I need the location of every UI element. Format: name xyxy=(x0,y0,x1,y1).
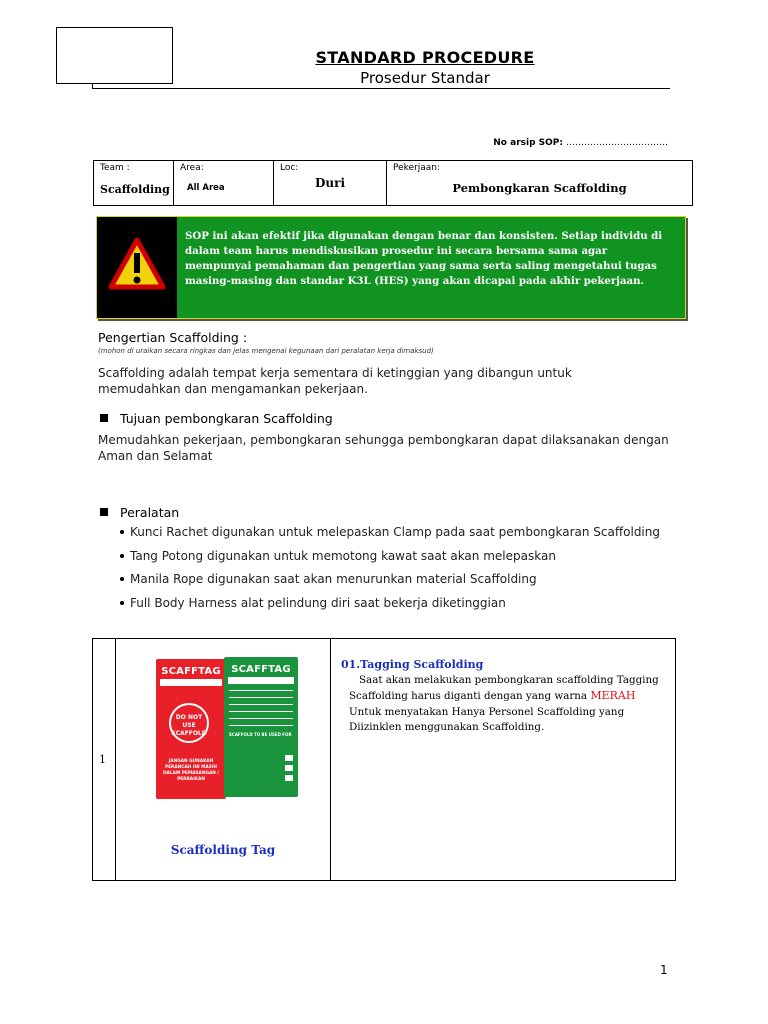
green-scafftag xyxy=(224,657,298,797)
peralatan-list xyxy=(120,525,660,619)
job-cell xyxy=(387,161,693,206)
page-number: 1 xyxy=(660,963,668,977)
list-item-text: Tang Potong digunakan untuk memotong kawat saat akan melepaskan xyxy=(130,548,556,563)
pengertian-text: Scaffolding adalah tempat kerja sementara di ketinggian yang dibangun untuk memudahkan dan mengamankan pekerjaan. xyxy=(98,366,572,396)
warning-text: SOP ini akan efektif jika digunakan dengan benar dan konsisten. Setiap individu di dalam team harus mendiskusikan prosedur ini secara bersama sama agar mempunyai pemahaman dan pengertian yang sama serta saling mengetahui tugas masing-masing dan standar K3L (HES) yang akan dicapai pada akhir pekerjaan. xyxy=(185,230,663,287)
area-label: Area: xyxy=(180,163,204,173)
red-scafftag xyxy=(156,659,226,799)
step-image-cell xyxy=(116,639,331,881)
tujuan-heading-row xyxy=(100,411,333,426)
bullet-dot-icon xyxy=(120,601,124,605)
peralatan-heading: Peralatan xyxy=(120,505,180,520)
loc-label: Loc: xyxy=(280,163,299,173)
square-bullet-icon xyxy=(100,508,108,516)
bullet-dot-icon xyxy=(120,554,124,558)
tujuan-text: Memudahkan pekerjaan, pembongkaran sehungga pembongkaran dapat dilaksanakan dengan Aman dan Selamat xyxy=(98,433,669,463)
area-cell xyxy=(174,161,274,206)
list-item xyxy=(120,572,660,596)
tag-form-line xyxy=(229,694,293,698)
list-item xyxy=(120,596,660,620)
pengertian-heading: Pengertian Scaffolding : xyxy=(98,330,248,345)
area-value: All Area xyxy=(187,183,225,193)
red-tag-title: SCAFFTAG xyxy=(161,666,221,677)
archive-label: No arsip SOP: xyxy=(493,138,563,148)
header-divider xyxy=(92,88,670,89)
checkbox-icon xyxy=(285,755,293,761)
list-item-text: Full Body Harness alat pelindung diri saat bekerja diketinggian xyxy=(130,595,506,610)
checkbox-icon xyxy=(285,765,293,771)
loc-value: Duri xyxy=(314,176,345,190)
pengertian-note: (mohon di uraikan secara ringkas dan jelas mengenai kegunaan dari peralatan kerja dimaksud) xyxy=(98,347,434,355)
step-title: 01.Tagging Scaffolding xyxy=(341,658,484,671)
page-subtitle: Prosedur Standar xyxy=(360,69,490,87)
tag-form-line xyxy=(229,687,293,691)
info-table xyxy=(93,160,693,206)
peralatan-heading-row xyxy=(100,505,179,520)
square-bullet-icon xyxy=(100,414,108,422)
warning-box xyxy=(96,216,686,319)
step-text-1: Saat akan melakukan pembongkaran scaffolding Tagging Scaffolding harus diganti dengan yang warna xyxy=(349,673,659,702)
tujuan-heading: Tujuan pembongkaran Scaffolding xyxy=(120,411,333,426)
checkbox-icon xyxy=(285,775,293,781)
step-red-word: MERAH xyxy=(590,689,636,702)
step-text-2: Untuk menyatakan Hanya Personel Scaffolding yang Diizinklen menggunakan Scaffolding. xyxy=(349,705,625,733)
green-tag-strip xyxy=(228,677,294,684)
step-description xyxy=(331,639,676,881)
team-label: Team : xyxy=(100,163,130,173)
loc-cell xyxy=(274,161,387,206)
list-item xyxy=(120,525,660,549)
red-tag-footer: JANGAN GUNAKAN PERANCAH INI MASIH DALAM PEMASANGAN / PERBAIKAN xyxy=(163,759,219,782)
tag-form-line xyxy=(229,701,293,705)
list-item-text: Kunci Rachet digunakan untuk melepaskan Clamp pada saat pembongkaran Scaffolding xyxy=(130,525,660,539)
logo-box xyxy=(56,27,173,84)
job-value: Pembongkaran Scaffolding xyxy=(452,181,627,195)
page-title: STANDARD PROCEDURE xyxy=(315,48,535,67)
job-label: Pekerjaan: xyxy=(393,163,441,173)
tag-form-line xyxy=(229,715,293,719)
green-tag-use-label: SCAFFOLD TO BE USED FOR xyxy=(229,732,292,737)
team-cell xyxy=(94,161,174,206)
tag-form-line xyxy=(229,722,293,726)
archive-number xyxy=(493,138,668,148)
list-item xyxy=(120,549,660,573)
scaffolding-tag-caption: Scaffolding Tag xyxy=(170,843,276,857)
team-value: Scaffolding xyxy=(100,183,170,196)
tag-form-line xyxy=(229,708,293,712)
bullet-dot-icon xyxy=(120,577,124,581)
archive-value: ……………………………. xyxy=(566,138,668,148)
bullet-dot-icon xyxy=(120,530,124,534)
step-number: 1 xyxy=(93,639,116,881)
step-paragraph xyxy=(341,673,665,736)
list-item-text: Manila Rope digunakan saat akan menurunkan material Scaffolding xyxy=(130,572,537,586)
step-table xyxy=(92,638,676,881)
warning-icon-panel xyxy=(97,217,177,318)
green-tag-title: SCAFFTAG xyxy=(231,664,291,675)
scafftag-photo xyxy=(135,655,313,835)
no-entry-circle-icon: DO NOT USE SCAFFOLD xyxy=(169,703,209,743)
warning-triangle-icon xyxy=(97,217,177,318)
red-tag-strip xyxy=(160,679,222,686)
